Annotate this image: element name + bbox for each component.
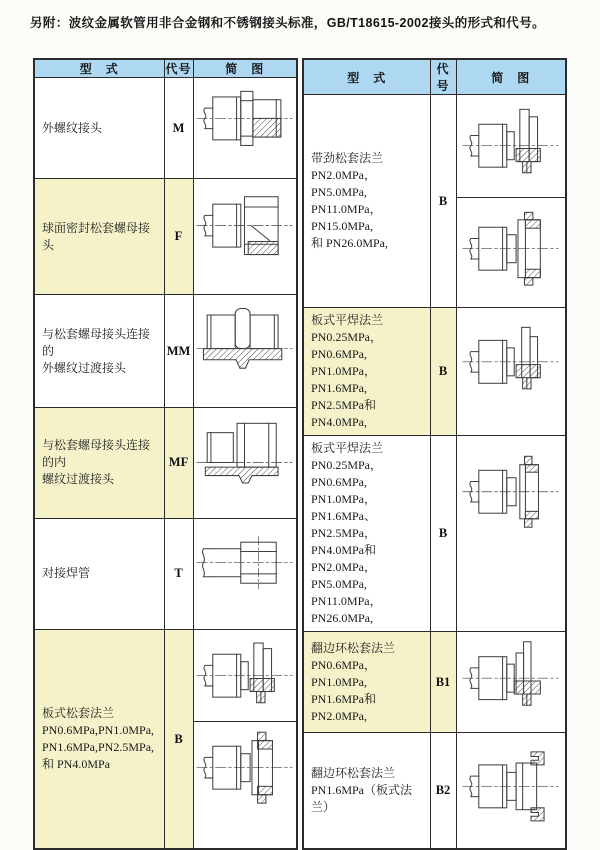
table-row <box>34 179 297 295</box>
table-header-row <box>34 59 297 78</box>
fitting-table-left <box>33 58 298 850</box>
fitting-type-text: 板式平焊法兰 <box>311 313 384 327</box>
column-header-diagram: 简 图 <box>456 59 566 95</box>
fitting-type-text: 螺纹过渡接头 <box>42 472 115 487</box>
flat-weld-flange-up-diagram <box>457 308 566 416</box>
fitting-diagram-cell <box>456 95 566 308</box>
table-row <box>34 78 297 179</box>
flanged-ring-plate-flange-diagram <box>457 733 566 840</box>
fitting-type-text: PN2.5MPa和PN4.0MPa, <box>311 398 377 429</box>
page-title: 另附：波纹金属软管用非合金钢和不锈钢接头标准，GB/T18615-2002接头的形式和代号。 <box>30 16 545 30</box>
fitting-type-text: 翻边环松套法兰 <box>311 766 396 780</box>
female-thread-adapter-diagram <box>194 408 297 496</box>
fitting-diagram-cell <box>456 436 566 632</box>
fitting-type-cell <box>303 308 430 436</box>
fitting-type-text: 翻边环松套法兰 <box>311 640 396 655</box>
fitting-type-text: PN1.0MPa，PN1.6MPa、 <box>311 492 377 523</box>
fitting-type-cell <box>34 295 164 408</box>
fitting-type-text: 板式松套法兰 <box>42 706 115 721</box>
neck-loose-flange-sym-diagram <box>457 197 566 300</box>
fitting-code-cell: B2 <box>430 733 456 850</box>
fitting-code-cell: M <box>164 78 193 179</box>
fitting-type-text: PN2.5MPa，PN4.0MPa和 <box>311 526 377 557</box>
table-row <box>303 436 566 632</box>
fitting-type-text: 与松套螺母接头连接的内 <box>42 438 151 470</box>
fitting-type-cell <box>34 78 164 179</box>
spherical-seal-loose-nut-joint-diagram <box>194 179 297 272</box>
fitting-type-text: 球面密封松套螺母接头 <box>42 220 151 252</box>
fitting-type-text: PN1.0MPa，PN1.6MPa, <box>311 364 377 395</box>
fitting-type-text: PN0.6MPa,PN1.0MPa, <box>42 723 155 738</box>
column-header-type: 型 式 <box>303 59 430 95</box>
fitting-type-text: PN0.25MPa，PN0.6MPa, <box>311 330 383 361</box>
table-row <box>303 733 566 850</box>
column-header-code: 代号 <box>164 59 193 78</box>
column-header-diagram: 简 图 <box>193 59 297 78</box>
fitting-type-cell <box>303 95 430 308</box>
fitting-diagram-cell <box>456 308 566 436</box>
fitting-type-text: PN0.25MPa，PN0.6MPa, <box>311 458 383 489</box>
fitting-diagram-cell <box>193 179 297 295</box>
fitting-code-cell: B <box>430 308 456 436</box>
table-row <box>34 518 297 630</box>
fitting-type-text: PN0.6MPa，PN1.0MPa, <box>311 657 377 689</box>
fitting-code-cell: B1 <box>430 632 456 733</box>
table-row <box>303 95 566 308</box>
fitting-type-text: 外螺纹接头 <box>42 120 103 135</box>
fitting-type-cell <box>34 179 164 295</box>
fitting-code-cell: MM <box>164 295 193 408</box>
fitting-code-cell: MF <box>164 408 193 518</box>
fitting-type-text: PN11.0MPa，PN15.0MPa, <box>311 202 382 233</box>
fitting-type-text: PN11.0MPa，PN26.0MPa, <box>311 594 382 625</box>
fitting-diagram-cell <box>193 408 297 518</box>
male-thread-joint-diagram <box>194 78 297 158</box>
fitting-table-right <box>302 58 567 850</box>
plate-loose-flange-sym-diagram <box>194 721 297 813</box>
column-header-code: 代号 <box>430 59 456 95</box>
fitting-diagram-cell <box>456 632 566 733</box>
fitting-diagram-cell <box>456 733 566 850</box>
table-row <box>34 295 297 408</box>
plate-loose-flange-up-diagram <box>194 630 297 721</box>
table-row <box>303 632 566 733</box>
fitting-type-cell <box>303 733 430 850</box>
fitting-type-cell <box>303 436 430 632</box>
fitting-type-cell <box>34 408 164 518</box>
fitting-type-text: PN1.6MPa和PN2.0MPa, <box>311 691 377 723</box>
table-row <box>303 308 566 436</box>
fitting-type-text: 外螺纹过渡接头 <box>42 360 127 375</box>
table-row <box>34 630 297 849</box>
table-row <box>34 408 297 518</box>
neck-loose-flange-up-diagram <box>457 95 566 197</box>
fitting-tables <box>33 58 567 850</box>
flanged-ring-flange-up-diagram <box>457 632 566 724</box>
fitting-code-cell: B <box>430 95 456 308</box>
fitting-type-cell <box>34 518 164 630</box>
fitting-type-cell <box>303 632 430 733</box>
table-header-row <box>303 59 566 95</box>
flat-weld-flange-sym-diagram <box>457 436 566 548</box>
fitting-diagram-cell <box>193 630 297 849</box>
fitting-type-text: PN2.0MPa，PN5.0MPa, <box>311 168 377 199</box>
fitting-type-text: 和 PN26.0MPa, <box>311 236 389 250</box>
fitting-code-cell: F <box>164 179 193 295</box>
fitting-type-text: PN2.0MPa，PN5.0MPa, <box>311 560 377 591</box>
fitting-type-text: PN1.6MPa（板式法兰） <box>311 783 413 814</box>
fitting-type-text: PN1.6MPa,PN2.5MPa, <box>42 740 155 755</box>
fitting-diagram-cell <box>193 518 297 630</box>
butt-weld-pipe-diagram <box>194 519 297 608</box>
fitting-diagram-cell <box>193 78 297 179</box>
fitting-type-cell <box>34 630 164 849</box>
fitting-code-cell: B <box>430 436 456 632</box>
column-header-type: 型 式 <box>34 59 164 78</box>
fitting-diagram-cell <box>193 295 297 408</box>
fitting-type-text: 板式平焊法兰 <box>311 441 384 455</box>
fitting-type-text: 带劲松套法兰 <box>311 151 384 165</box>
fitting-type-text: 与松套螺母接头连接的 <box>42 326 151 358</box>
fitting-type-text: 对接焊管 <box>42 566 91 581</box>
fitting-type-text: 和 PN4.0MPa <box>42 757 111 772</box>
fitting-code-cell: B <box>164 630 193 849</box>
fitting-code-cell: T <box>164 518 193 630</box>
male-thread-adapter-diagram <box>194 295 297 385</box>
